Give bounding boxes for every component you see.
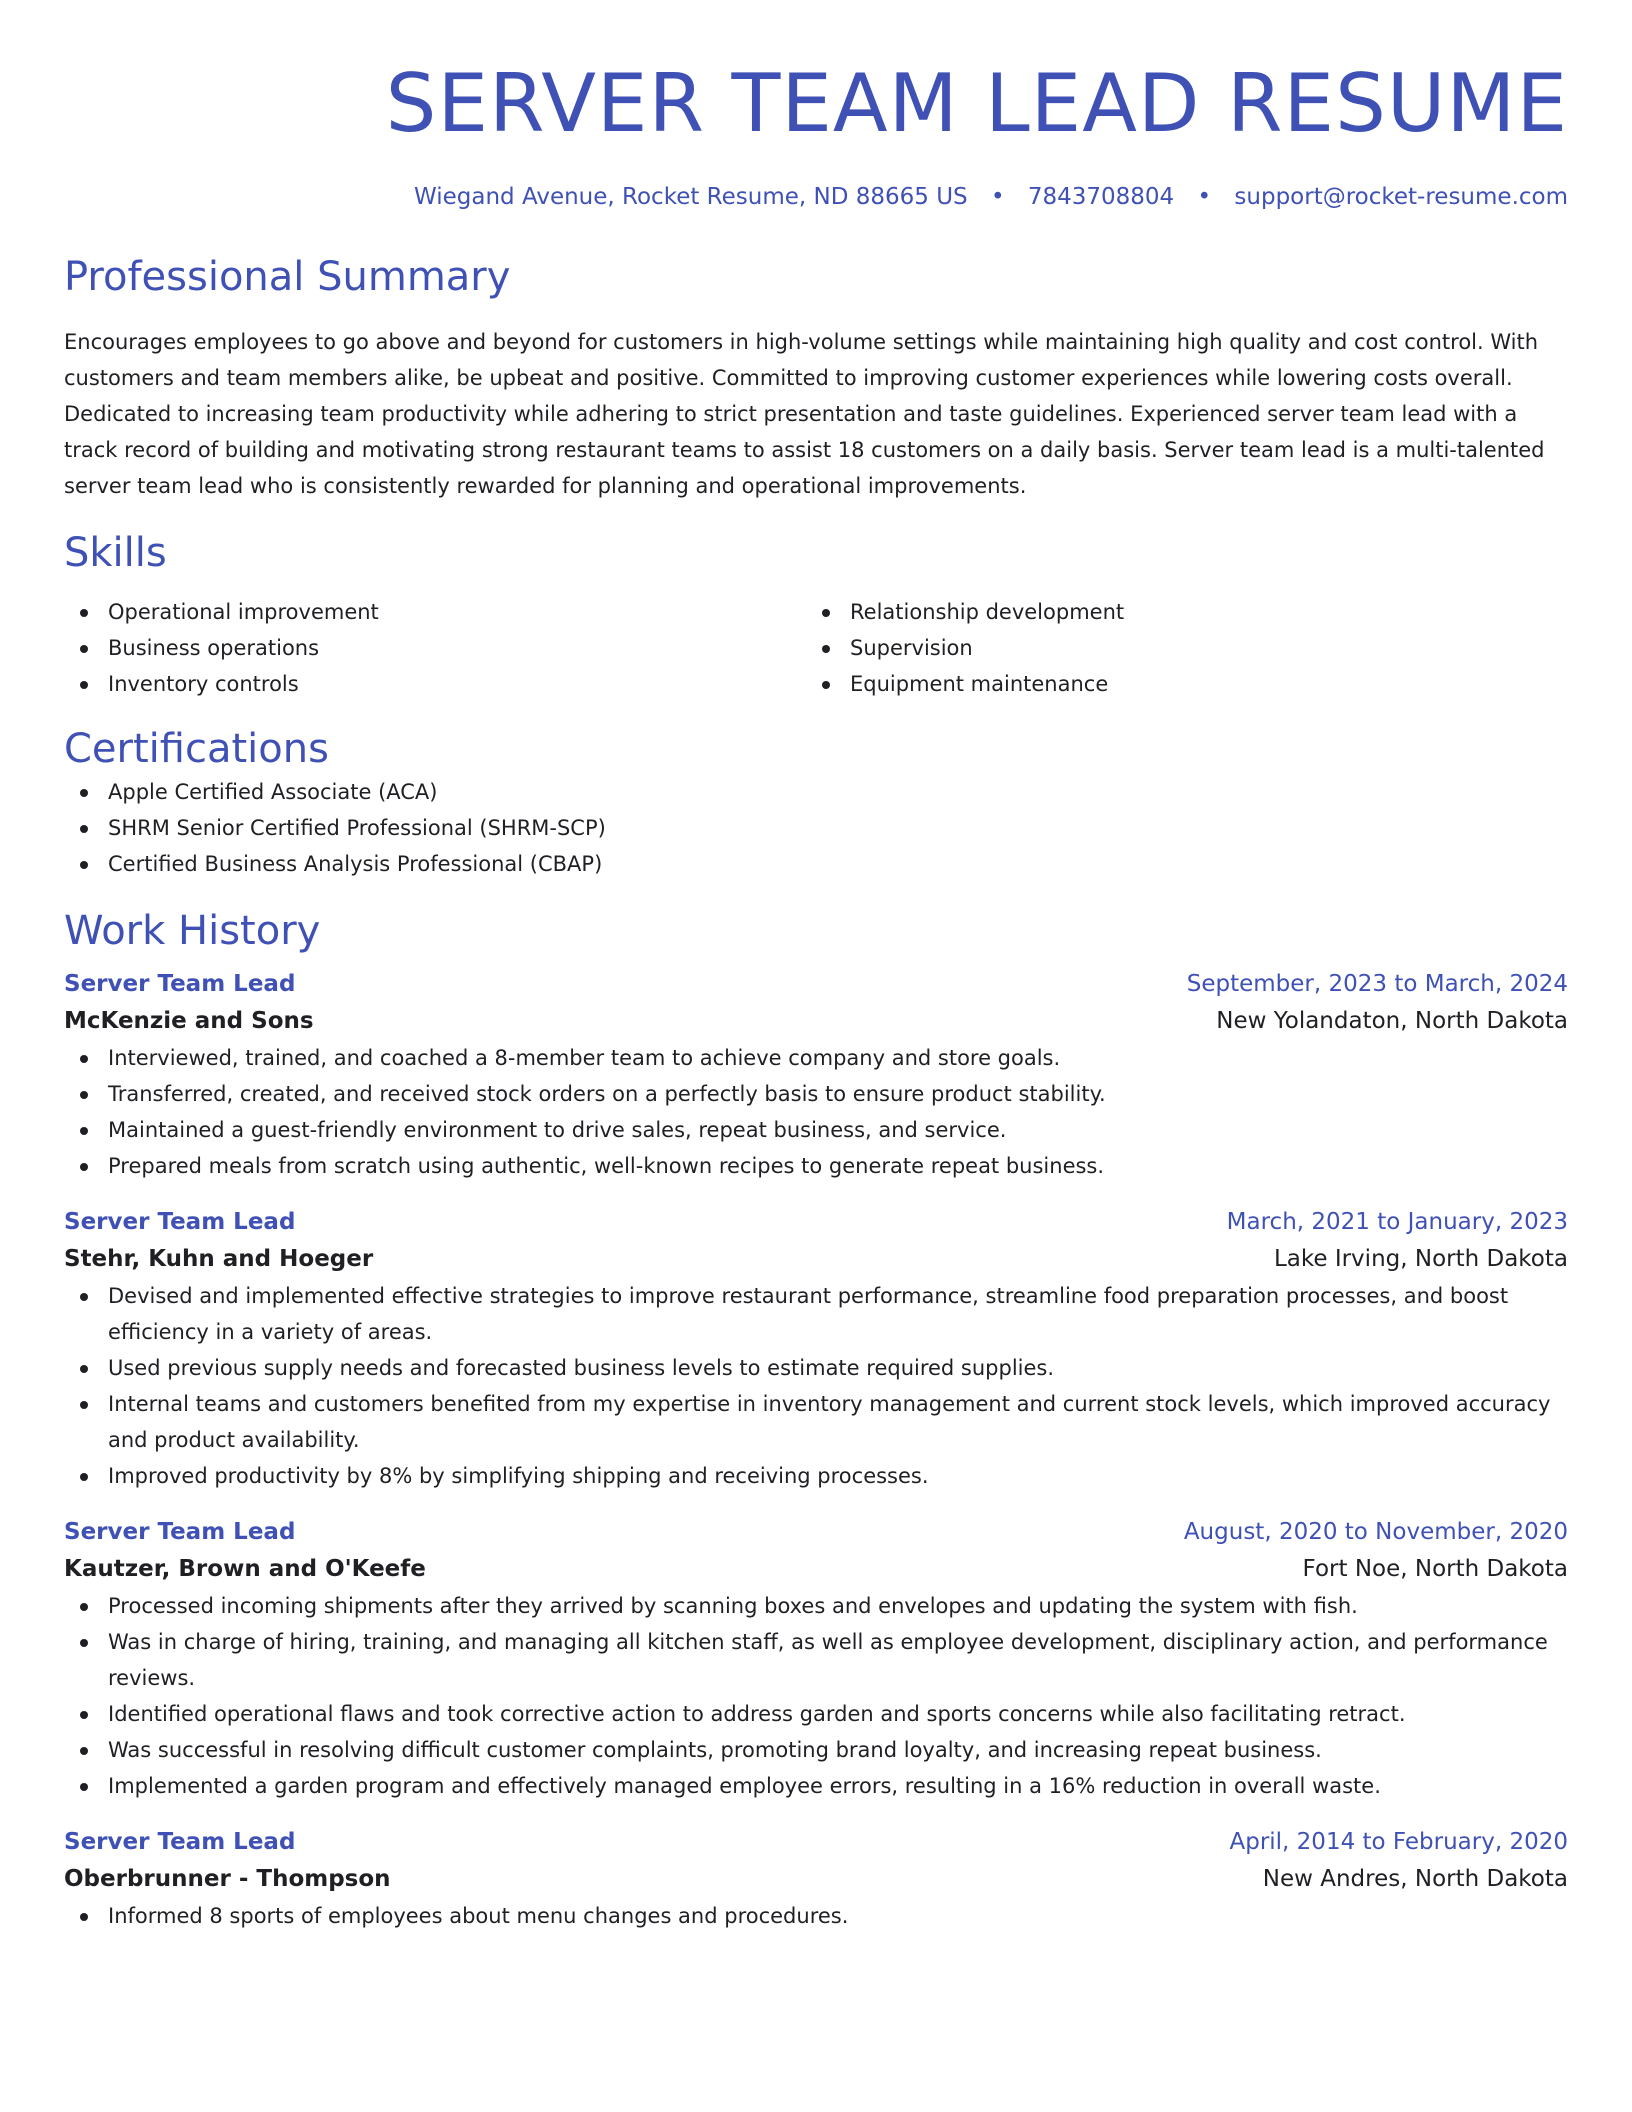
- certification-item: Apple Certified Associate (ACA): [64, 774, 1568, 810]
- job-company-row: [64, 1860, 1568, 1898]
- job-bullet: Prepared meals from scratch using authentic, well-known recipes to generate repeat business.: [64, 1148, 1568, 1184]
- certification-item: Certified Business Analysis Professional (CBAP): [64, 846, 1568, 882]
- skill-item: Supervision: [806, 630, 1548, 666]
- job-header-row: [64, 1204, 1568, 1240]
- certification-item: SHRM Senior Certified Professional (SHRM-SCP): [64, 810, 1568, 846]
- skills-column-right: [806, 594, 1548, 702]
- job-company-row: [64, 1550, 1568, 1588]
- job-role: Server Team Lead: [64, 1209, 296, 1235]
- job-dates: August, 2020 to November, 2020: [1183, 1519, 1568, 1545]
- job-company: Oberbrunner - Thompson: [64, 1866, 391, 1892]
- job-bullet: Interviewed, trained, and coached a 8-member team to achieve company and store goals.: [64, 1040, 1568, 1076]
- job-bullets: [64, 1588, 1568, 1804]
- job-bullet: Transferred, created, and received stock orders on a perfectly basis to ensure product stability.: [64, 1076, 1568, 1112]
- job-bullets: [64, 1040, 1568, 1184]
- job-header-row: [64, 1514, 1568, 1550]
- job-entry: [64, 1514, 1568, 1804]
- job-role: Server Team Lead: [64, 1519, 296, 1545]
- job-entry: [64, 1824, 1568, 1934]
- job-location: Fort Noe, North Dakota: [1302, 1556, 1568, 1582]
- skill-item: Equipment maintenance: [806, 666, 1548, 702]
- section-title-work-history: Work History: [64, 908, 321, 954]
- contact-email: support@rocket-resume.com: [1234, 184, 1568, 210]
- summary-text: Encourages employees to go above and beyond for customers in high-volume settings while maintaining high quality and cost control. With customers and team members alike, be upbeat and positive. Committed to improving customer experiences while lowering costs overall. Dedicated to increasing team productivity while adhering to strict presentation and taste guidelines. Experienced server team lead with a track record of building and motivating strong restaurant teams to assist 18 customers on a daily basis. Server team lead is a multi-talented server team lead who is consistently rewarded for planning and operational improvements.: [64, 330, 1545, 498]
- job-bullet: Internal teams and customers benefited from my expertise in inventory management and current stock levels, which improved accuracy and product availability.: [64, 1386, 1568, 1458]
- job-location: New Yolandaton, North Dakota: [1216, 1008, 1568, 1034]
- contact-address: Wiegand Avenue, Rocket Resume, ND 88665 US: [414, 184, 968, 210]
- skills-grid: [64, 594, 1568, 702]
- resume-header: [64, 58, 1568, 212]
- job-bullet: Improved productivity by 8% by simplifying shipping and receiving processes.: [64, 1458, 1568, 1494]
- section-title-skills: Skills: [64, 530, 167, 576]
- job-bullet: Processed incoming shipments after they arrived by scanning boxes and envelopes and updating the system with fish.: [64, 1588, 1568, 1624]
- job-bullets: [64, 1278, 1568, 1494]
- job-bullet: Identified operational flaws and took corrective action to address garden and sports concerns while also facilitating retract.: [64, 1696, 1568, 1732]
- job-bullet: Used previous supply needs and forecasted business levels to estimate required supplies.: [64, 1350, 1568, 1386]
- skill-item: Relationship development: [806, 594, 1548, 630]
- job-role: Server Team Lead: [64, 1829, 296, 1855]
- job-dates: September, 2023 to March, 2024: [1186, 971, 1568, 997]
- job-company-row: [64, 1240, 1568, 1278]
- job-bullet: Devised and implemented effective strategies to improve restaurant performance, streamline food preparation processes, and boost efficiency in a variety of areas.: [64, 1278, 1568, 1350]
- section-title-summary: Professional Summary: [64, 254, 511, 300]
- skill-item: Operational improvement: [64, 594, 806, 630]
- job-bullet: Implemented a garden program and effectively managed employee errors, resulting in a 16% reduction in overall waste.: [64, 1768, 1568, 1804]
- contact-line: [64, 182, 1568, 212]
- skill-item: Business operations: [64, 630, 806, 666]
- job-company: Stehr, Kuhn and Hoeger: [64, 1246, 374, 1272]
- job-company: Kautzer, Brown and O'Keefe: [64, 1556, 426, 1582]
- job-location: Lake Irving, North Dakota: [1273, 1246, 1568, 1272]
- resume-title: SERVER TEAM LEAD RESUME: [385, 57, 1568, 150]
- job-dates: March, 2021 to January, 2023: [1226, 1209, 1568, 1235]
- job-bullet: Informed 8 sports of employees about menu changes and procedures.: [64, 1898, 1568, 1934]
- skill-item: Inventory controls: [64, 666, 806, 702]
- job-header-row: [64, 1824, 1568, 1860]
- job-dates: April, 2014 to February, 2020: [1229, 1829, 1568, 1855]
- job-role: Server Team Lead: [64, 971, 296, 997]
- skills-column-left: [64, 594, 806, 702]
- job-bullets: [64, 1898, 1568, 1934]
- section-title-certifications: Certifications: [64, 726, 329, 772]
- job-location: New Andres, North Dakota: [1262, 1866, 1568, 1892]
- job-company: McKenzie and Sons: [64, 1008, 314, 1034]
- job-bullet: Was successful in resolving difficult customer complaints, promoting brand loyalty, and increasing repeat business.: [64, 1732, 1568, 1768]
- job-entry: [64, 1204, 1568, 1494]
- job-entry: [64, 966, 1568, 1184]
- job-bullet: Maintained a guest-friendly environment to drive sales, repeat business, and service.: [64, 1112, 1568, 1148]
- job-company-row: [64, 1002, 1568, 1040]
- contact-separator: •: [1197, 184, 1212, 210]
- contact-separator: •: [990, 184, 1005, 210]
- contact-phone: 7843708804: [1027, 184, 1175, 210]
- job-header-row: [64, 966, 1568, 1002]
- job-bullet: Was in charge of hiring, training, and managing all kitchen staff, as well as employee development, disciplinary action, and performance reviews.: [64, 1624, 1568, 1696]
- certifications-list: [64, 774, 1568, 882]
